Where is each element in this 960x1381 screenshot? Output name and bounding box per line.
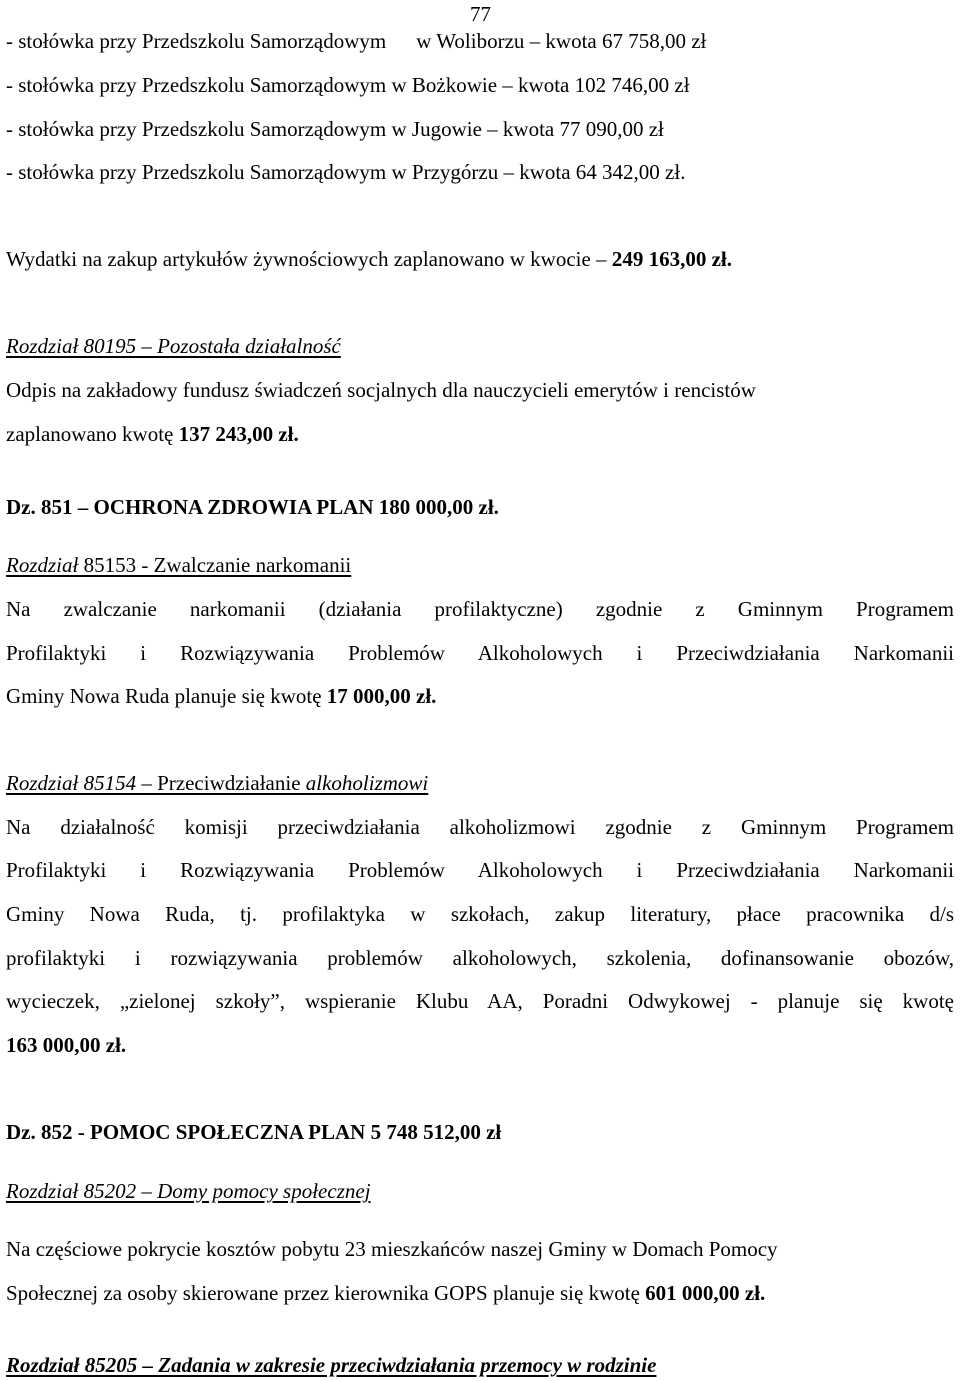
division-851-heading: Dz. 851 – OCHRONA ZDROWIA PLAN 180 000,00 zł. [6,495,499,519]
section-80195-heading: Rozdział 80195 – Pozostała działalność [6,334,341,358]
section-85154-line3: Gminy Nowa Ruda, tj. profilaktyka w szkołach, zakup literatury, płace pracownika d/s [6,902,954,926]
section-85154-heading [6,773,428,794]
section-80195-amount: 137 243,00 zł. [178,422,299,446]
section-85153-line2: Profilaktyki i Rozwiązywania Problemów Alkoholowych i Przeciwdziałania Narkomanii [6,641,954,665]
canteen-item-woliborz [6,31,706,52]
section-85154-line2: Profilaktyki i Rozwiązywania Problemów Alkoholowych i Przeciwdziałania Narkomanii [6,858,954,882]
section-85205-heading: Rozdział 85205 – Zadania w zakresie przeciwdziałania przemocy w rodzinie [6,1353,657,1377]
section-85154-heading-end: alkoholizmowi [305,771,429,795]
section-85154-amount: 163 000,00 zł. [6,1033,127,1057]
section-85153-heading [6,555,351,576]
section-85154-line5: wycieczek, „zielonej szkoły”, wspieranie Klubu AA, Poradni Odwykowej - planuje się kwotę [6,989,954,1013]
section-85202-heading: Rozdział 85202 – Domy pomocy społecznej [6,1179,371,1203]
food-expenses [6,249,732,270]
section-85153-heading-rest: 85153 - Zwalczanie narkomanii [78,553,352,577]
food-amount: 249 163,00 zł. [611,247,732,271]
section-85154-heading-italic: Rozdział 85154 – [6,771,158,795]
section-85154-line1: Na działalność komisji przeciwdziałania alkoholizmowi zgodnie z Gminnym Programem [6,815,954,839]
canteen-item-przygorze: - stołówka przy Przedszkolu Samorządowym w Przygórzu – kwota 64 342,00 zł. [6,160,686,184]
division-852-heading: Dz. 852 - POMOC SPOŁECZNA PLAN 5 748 512,00 zł [6,1120,502,1144]
canteen-prefix: - stołówka przy Przedszkolu Samorządowym [6,29,387,53]
section-85202-line2 [6,1283,765,1304]
section-85153-line3-text: Gminy Nowa Ruda planuje się kwotę [6,684,327,708]
canteen-rest: w Woliborzu – kwota 67 758,00 zł [416,29,707,53]
canteen-item-jugow: - stołówka przy Przedszkolu Samorządowym w Jugowie – kwota 77 090,00 zł [6,117,664,141]
food-text: Wydatki na zakup artykułów żywnościowych zaplanowano w kwocie – [6,247,612,271]
section-85154-heading-mid: Przeciwdziałanie [157,771,306,795]
section-85153-line1: Na zwalczanie narkomanii (działania profilaktyczne) zgodnie z Gminnym Programem [6,597,954,621]
canteen-item-bozkow: - stołówka przy Przedszkolu Samorządowym w Bożkowie – kwota 102 746,00 zł [6,73,690,97]
section-80195-line2 [6,424,299,445]
section-80195-line2-text: zaplanowano kwotę [6,422,179,446]
section-85153-heading-italic: Rozdział [6,553,79,577]
page-number: 77 [470,2,491,26]
section-80195-line1: Odpis na zakładowy fundusz świadczeń socjalnych dla nauczycieli emerytów i rencistów [6,378,756,402]
section-85202-line2-text: Społecznej za osoby skierowane przez kierownika GOPS planuje się kwotę [6,1281,646,1305]
section-85202-amount: 601 000,00 zł. [645,1281,766,1305]
section-85153-line3 [6,686,436,707]
section-85153-amount: 17 000,00 zł. [326,684,437,708]
section-85202-line1: Na częściowe pokrycie kosztów pobytu 23 mieszkańców naszej Gminy w Domach Pomocy [6,1237,778,1261]
section-85154-line4: profilaktyki i rozwiązywania problemów alkoholowych, szkolenia, dofinansowanie obozów, [6,946,954,970]
